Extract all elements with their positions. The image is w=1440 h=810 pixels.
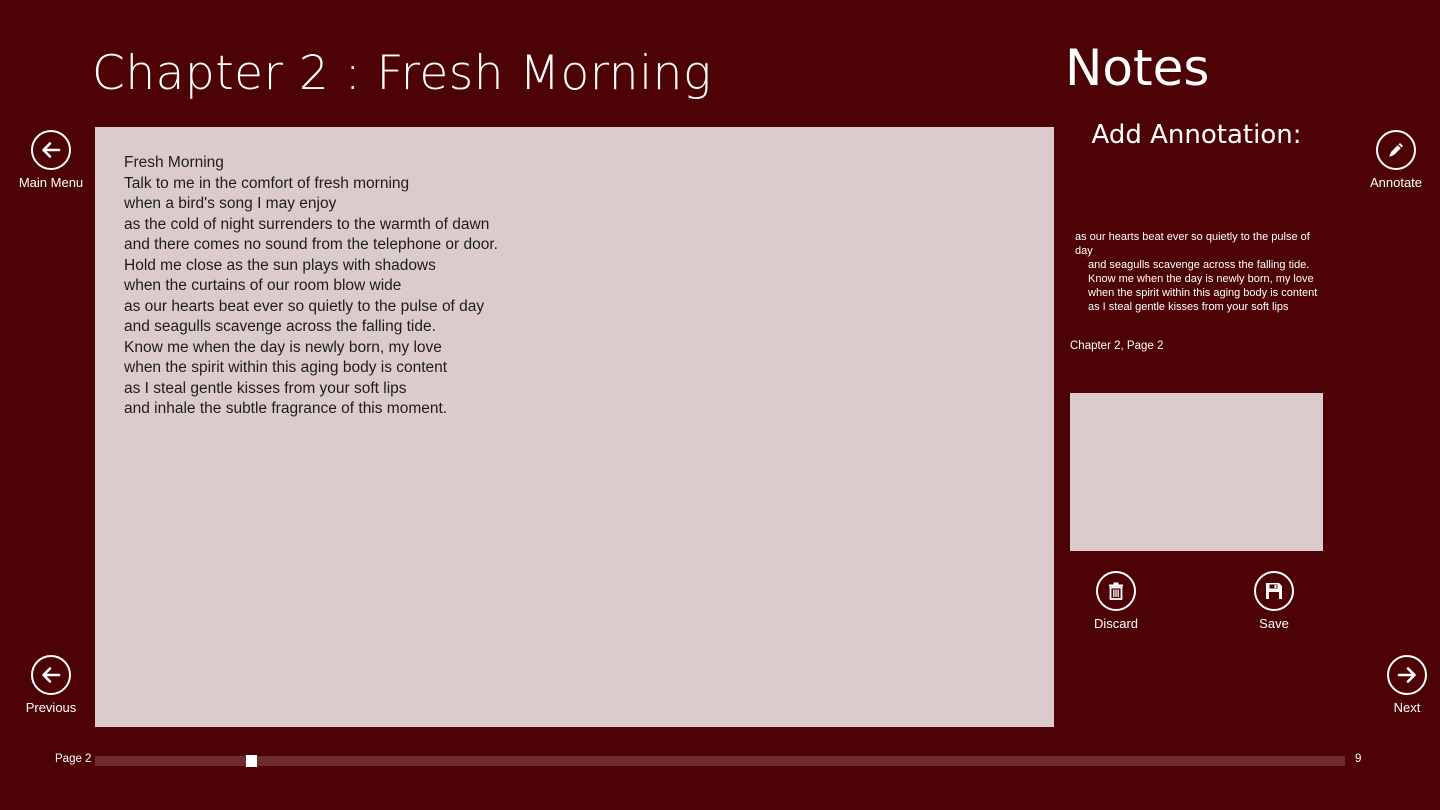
arrow-left-icon <box>31 655 71 695</box>
selected-excerpt <box>1075 230 1327 314</box>
poem-line: when a bird's song I may enjoy <box>124 195 337 212</box>
poem-line: as our hearts beat ever so quietly to the pulse of day <box>124 297 485 315</box>
notes-title: Notes <box>1065 39 1210 97</box>
previous-label: Previous <box>25 700 77 715</box>
floppy-disk-icon <box>1254 571 1294 611</box>
save-label: Save <box>1259 616 1289 631</box>
previous-button[interactable] <box>6 655 96 715</box>
next-button[interactable] <box>1362 655 1440 715</box>
arrow-left-icon <box>31 130 71 170</box>
annotation-input[interactable] <box>1070 393 1323 551</box>
chapter-title: Chapter 2 : Fresh Morning <box>92 46 712 101</box>
discard-label: Discard <box>1093 616 1139 631</box>
poem-line: and seagulls scavenge across the falling tide. <box>124 318 436 335</box>
main-menu-button[interactable] <box>6 130 96 190</box>
excerpt-line: as our hearts beat ever so quietly to the pulse of day <box>1075 231 1310 257</box>
poem-line: Know me when the day is newly born, my love <box>124 338 442 356</box>
save-button[interactable] <box>1229 571 1319 631</box>
reading-panel <box>95 127 1054 727</box>
current-page-label: Page 2 <box>55 753 92 765</box>
poem-line: as the cold of night surrenders to the warmth of dawn <box>124 215 490 233</box>
arrow-right-icon <box>1387 655 1427 695</box>
discard-button[interactable] <box>1071 571 1161 631</box>
poem-line: when the spirit within this aging body is content <box>124 359 448 376</box>
poem-text <box>124 153 498 420</box>
poem-line: Talk to me in the comfort of fresh morning <box>124 174 410 192</box>
slider-thumb[interactable] <box>246 755 257 767</box>
poem-line: when the curtains of our room blow wide <box>124 277 402 294</box>
slider-fill <box>95 756 251 766</box>
main-menu-label: Main Menu <box>18 175 84 190</box>
excerpt-line: and seagulls scavenge across the falling tide. <box>1088 259 1310 271</box>
excerpt-line: Know me when the day is newly born, my love <box>1088 273 1314 285</box>
excerpt-location: Chapter 2, Page 2 <box>1070 340 1164 352</box>
poem-line: Fresh Morning <box>124 154 224 171</box>
trash-icon <box>1096 571 1136 611</box>
next-label: Next <box>1393 700 1421 715</box>
annotate-button[interactable] <box>1351 130 1440 190</box>
page-slider[interactable] <box>95 756 1345 766</box>
excerpt-line: when the spirit within this aging body is content <box>1088 287 1318 299</box>
poem-line: as I steal gentle kisses from your soft lips <box>124 379 407 397</box>
total-pages-label: 9 <box>1355 753 1362 765</box>
pencil-icon <box>1376 130 1416 170</box>
poem-line: Hold me close as the sun plays with shadows <box>124 256 436 274</box>
poem-line: and inhale the subtle fragrance of this moment. <box>124 400 448 417</box>
add-annotation-title: Add Annotation: <box>1091 120 1302 150</box>
excerpt-line: as I steal gentle kisses from your soft lips <box>1088 301 1289 313</box>
annotate-label: Annotate <box>1369 175 1423 190</box>
poem-line: and there comes no sound from the telephone or door. <box>124 236 498 253</box>
